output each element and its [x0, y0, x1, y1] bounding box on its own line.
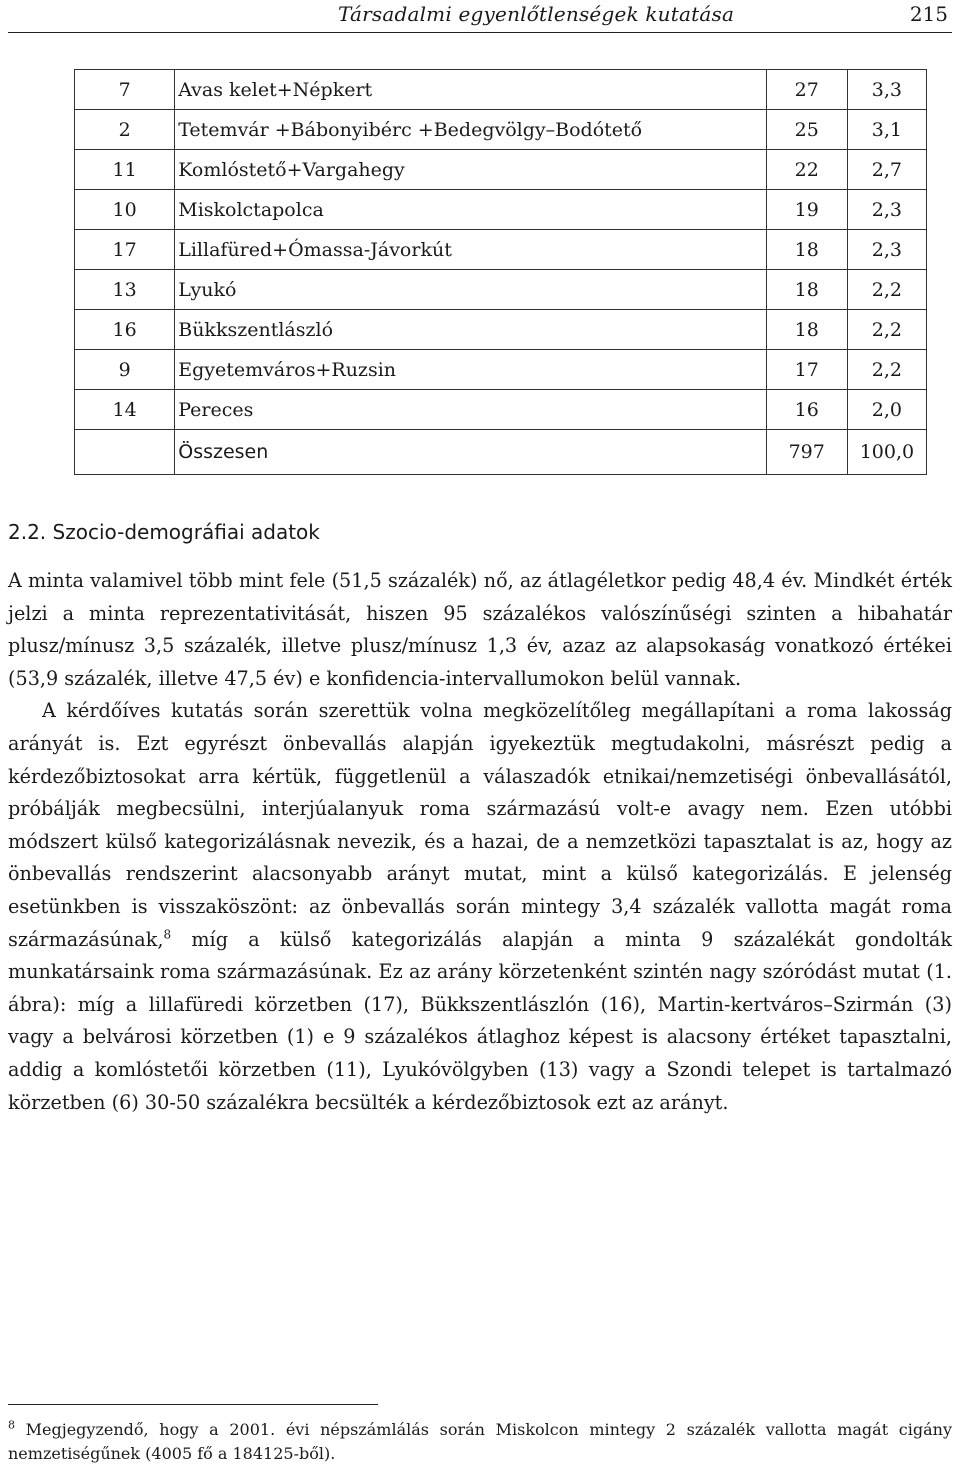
district-name-cell: Bükkszentlászló [175, 310, 766, 350]
district-name-cell: Egyetemváros+Ruzsin [175, 350, 766, 390]
district-table-body [75, 70, 927, 475]
percent-cell: 2,3 [847, 230, 926, 270]
body-text [8, 565, 952, 1119]
table-row [75, 110, 927, 150]
district-number-cell: 7 [75, 70, 175, 110]
table-row [75, 350, 927, 390]
district-number-cell: 10 [75, 190, 175, 230]
paragraph-1: A minta valamivel több mint fele (51,5 százalék) nő, az átlagéletkor pedig 48,4 év. Mindkét érték jelzi a minta reprezentativitását, hiszen 95 százalékos valószínűségi szinten a hibahatár plusz/mínusz 3,5 százalék, illetve plusz/mínusz 1,3 év, azaz az alapsokaság vonatkozó értékei (53,9 százalék, illetve 47,5 év) e konfidencia-intervallumokon belül vannak. [8, 569, 952, 690]
table-row [75, 230, 927, 270]
table-row [75, 310, 927, 350]
district-name-cell: Avas kelet+Népkert [175, 70, 766, 110]
paragraph-2-part-b: míg a külső kategorizálás alapján a minta 9 százalékát gondolták munkatársaink roma származásúnak. Ez az arány körzetenként szintén nagy szóródást mutat (1. ábra): míg a lillafüredi körzetben (17), Bükkszentlászlón (16), Martin-kertváros–Szirmán (3) vagy a belvárosi körzetben (1) e 9 százalékos átlaghoz képest is alacsony értéket tapasztalni, addig a komlóstetői körzetben (11), Lyukóvölgyben (13) vagy a Szondi telepet is tartalmazó körzetben (6) 30-50 százalékra becsülték a kérdezőbiztosok ezt az arányt. [8, 927, 952, 1114]
section-heading: 2.2. Szocio-demográfiai adatok [8, 520, 320, 544]
percent-cell: 3,3 [847, 70, 926, 110]
table-row [75, 270, 927, 310]
count-cell: 16 [766, 390, 847, 430]
paragraph-2-part-a: A kérdőíves kutatás során szerettük volna megközelítőleg megállapítani a roma lakosság arányát is. Ezt egyrészt önbevallás alapján igyekeztük megtudakolni, másrészt pedig a kérdezőbiztosokat arra kértük, függetlenül a válaszadók etnikai/nemzetiségi önbevallásától, próbálják megbecsülni, interjúalanyuk roma származású volt-e avagy nem. Ezen utóbbi módszert külső kategorizálásnak nevezik, és a hazai, de a nemzetközi tapasztalat is az, hogy az önbevallás rendszerint alacsonyabb arányt mutat, mint a külső kategorizálás. E jelenség esetünkben is visszaköszönt: az önbevallás során mintegy 3,4 százalék vallotta magát roma származásúnak, [8, 699, 952, 951]
district-table [74, 69, 927, 475]
count-cell: 27 [766, 70, 847, 110]
percent-cell: 2,2 [847, 350, 926, 390]
district-name-cell: Lillafüred+Ómassa-Jávorkút [175, 230, 766, 270]
running-header-title: Társadalmi egyenlőtlenségek kutatása [338, 2, 735, 26]
count-cell: 19 [766, 190, 847, 230]
count-cell: 18 [766, 310, 847, 350]
total-percent-cell: 100,0 [847, 430, 926, 475]
district-name-cell: Lyukó [175, 270, 766, 310]
total-label-cell: Összesen [175, 430, 766, 475]
running-header [8, 0, 952, 38]
count-cell: 18 [766, 230, 847, 270]
district-name-cell: Pereces [175, 390, 766, 430]
footnote-text: Megjegyzendő, hogy a 2001. évi népszámlálás során Miskolcon mintegy 2 százalék vallotta magát cigány nemzetiségűnek (4005 fő a 184125-ből). [8, 1420, 952, 1463]
table-row [75, 190, 927, 230]
table-row [75, 70, 927, 110]
district-name-cell: Miskolctapolca [175, 190, 766, 230]
count-cell: 25 [766, 110, 847, 150]
district-number-cell: 14 [75, 390, 175, 430]
footnote [8, 1418, 952, 1466]
percent-cell: 2,2 [847, 310, 926, 350]
percent-cell: 2,3 [847, 190, 926, 230]
total-count-cell: 797 [766, 430, 847, 475]
percent-cell: 2,7 [847, 150, 926, 190]
district-number-cell: 16 [75, 310, 175, 350]
district-number-cell: 11 [75, 150, 175, 190]
district-number-cell: 2 [75, 110, 175, 150]
percent-cell: 2,0 [847, 390, 926, 430]
footnote-reference[interactable]: 8 [163, 927, 172, 942]
page-number: 215 [909, 2, 948, 26]
district-name-cell: Tetemvár +Bábonyibérc +Bedegvölgy–Bodótető [175, 110, 766, 150]
percent-cell: 2,2 [847, 270, 926, 310]
count-cell: 18 [766, 270, 847, 310]
total-number-cell [75, 430, 175, 475]
district-name-cell: Komlóstető+Vargahegy [175, 150, 766, 190]
footnote-rule [8, 1404, 378, 1405]
count-cell: 22 [766, 150, 847, 190]
percent-cell: 3,1 [847, 110, 926, 150]
header-rule [8, 32, 952, 33]
district-number-cell: 13 [75, 270, 175, 310]
count-cell: 17 [766, 350, 847, 390]
paragraph-2 [8, 695, 952, 1119]
district-number-cell: 9 [75, 350, 175, 390]
table-total-row [75, 430, 927, 475]
footnote-marker: 8 [8, 1418, 15, 1432]
table-row [75, 150, 927, 190]
table-row [75, 390, 927, 430]
district-number-cell: 17 [75, 230, 175, 270]
